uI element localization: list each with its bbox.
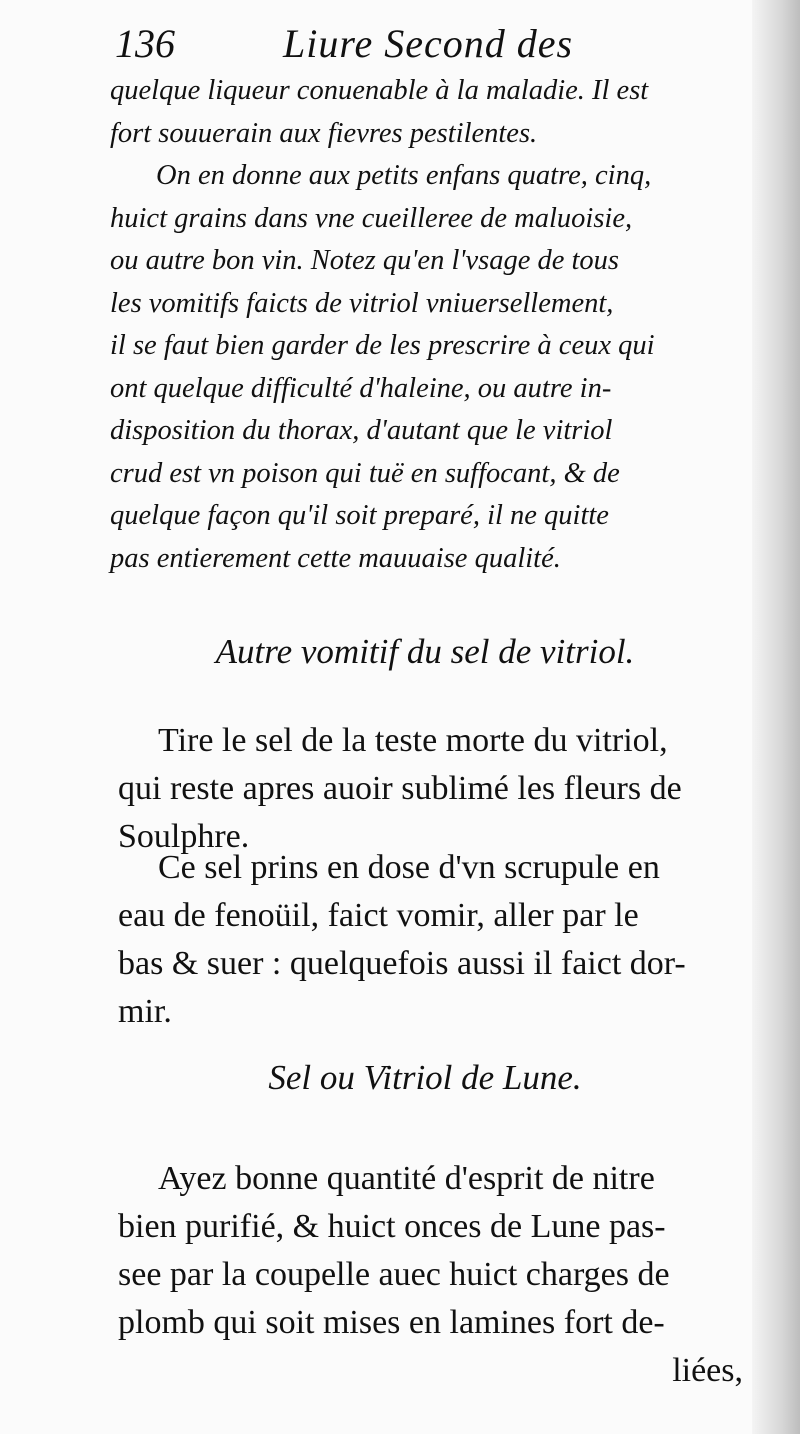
text-line: bien purifié, & huict onces de Lune pas-: [118, 1208, 666, 1245]
text-line: mir.: [118, 993, 172, 1030]
running-head: Liure Second des: [283, 21, 574, 66]
text-line: fort souuerain aux fievres pestilentes.: [110, 117, 538, 149]
text-line: quelque liqueur conuenable à la maladie. Il est: [110, 75, 649, 106]
section1-paragraph-2: [118, 844, 743, 1036]
text-line: qui reste apres auoir sublimé les fleurs de: [118, 770, 682, 807]
text-line: bas & suer : quelquefois aussi il faict dor-: [118, 945, 686, 982]
text-line: ont quelque difficulté d'haleine, ou autre in-: [110, 372, 612, 404]
page-header: [115, 14, 735, 74]
text-line: huict grains dans vne cueilleree de maluoisie,: [110, 202, 633, 234]
text-line: ou autre bon vin. Notez qu'en l'vsage de tous: [110, 245, 620, 276]
text-line: crud est vn poison qui tuë en suffocant, & de: [110, 457, 620, 489]
text-line: see par la coupelle auec huict charges de: [118, 1256, 670, 1293]
text-line: les vomitifs faicts de vitriol vniuersellement,: [110, 287, 614, 319]
italic-paragraph-2: [110, 155, 740, 580]
text-line: Tire le sel de la teste morte du vitriol,: [158, 722, 668, 759]
page-edge-shadow: [752, 0, 800, 1434]
text-line: plomb qui soit mises en lamines fort de-: [118, 1304, 665, 1341]
text-line: pas entierement cette mauuaise qualité.: [110, 542, 561, 574]
text-line: disposition du thorax, d'autant que le vitriol: [110, 415, 613, 446]
text-line: eau de fenoüil, faict vomir, aller par le: [118, 897, 639, 934]
text-line: Ayez bonne quantité d'esprit de nitre: [158, 1160, 655, 1197]
text-line: Soulphre.: [118, 818, 250, 855]
page-number: 136: [115, 21, 175, 66]
catchword: liées,: [672, 1352, 743, 1389]
text-line: quelque façon qu'il soit preparé, il ne quitte: [110, 500, 609, 531]
text-line: il se faut bien garder de les prescrire à ceux qui: [110, 330, 655, 361]
section-heading: Sel ou Vitriol de Lune.: [268, 1058, 582, 1097]
text-line: On en donne aux petits enfans quatre, cinq,: [156, 160, 652, 191]
text-line: Ce sel prins en dose d'vn scrupule en: [158, 849, 660, 886]
section1-paragraph-1: [118, 717, 743, 861]
section-heading: Autre vomitif du sel de vitriol.: [215, 632, 635, 671]
section2-paragraph-1: [118, 1155, 743, 1395]
italic-paragraph-1: [110, 70, 740, 155]
